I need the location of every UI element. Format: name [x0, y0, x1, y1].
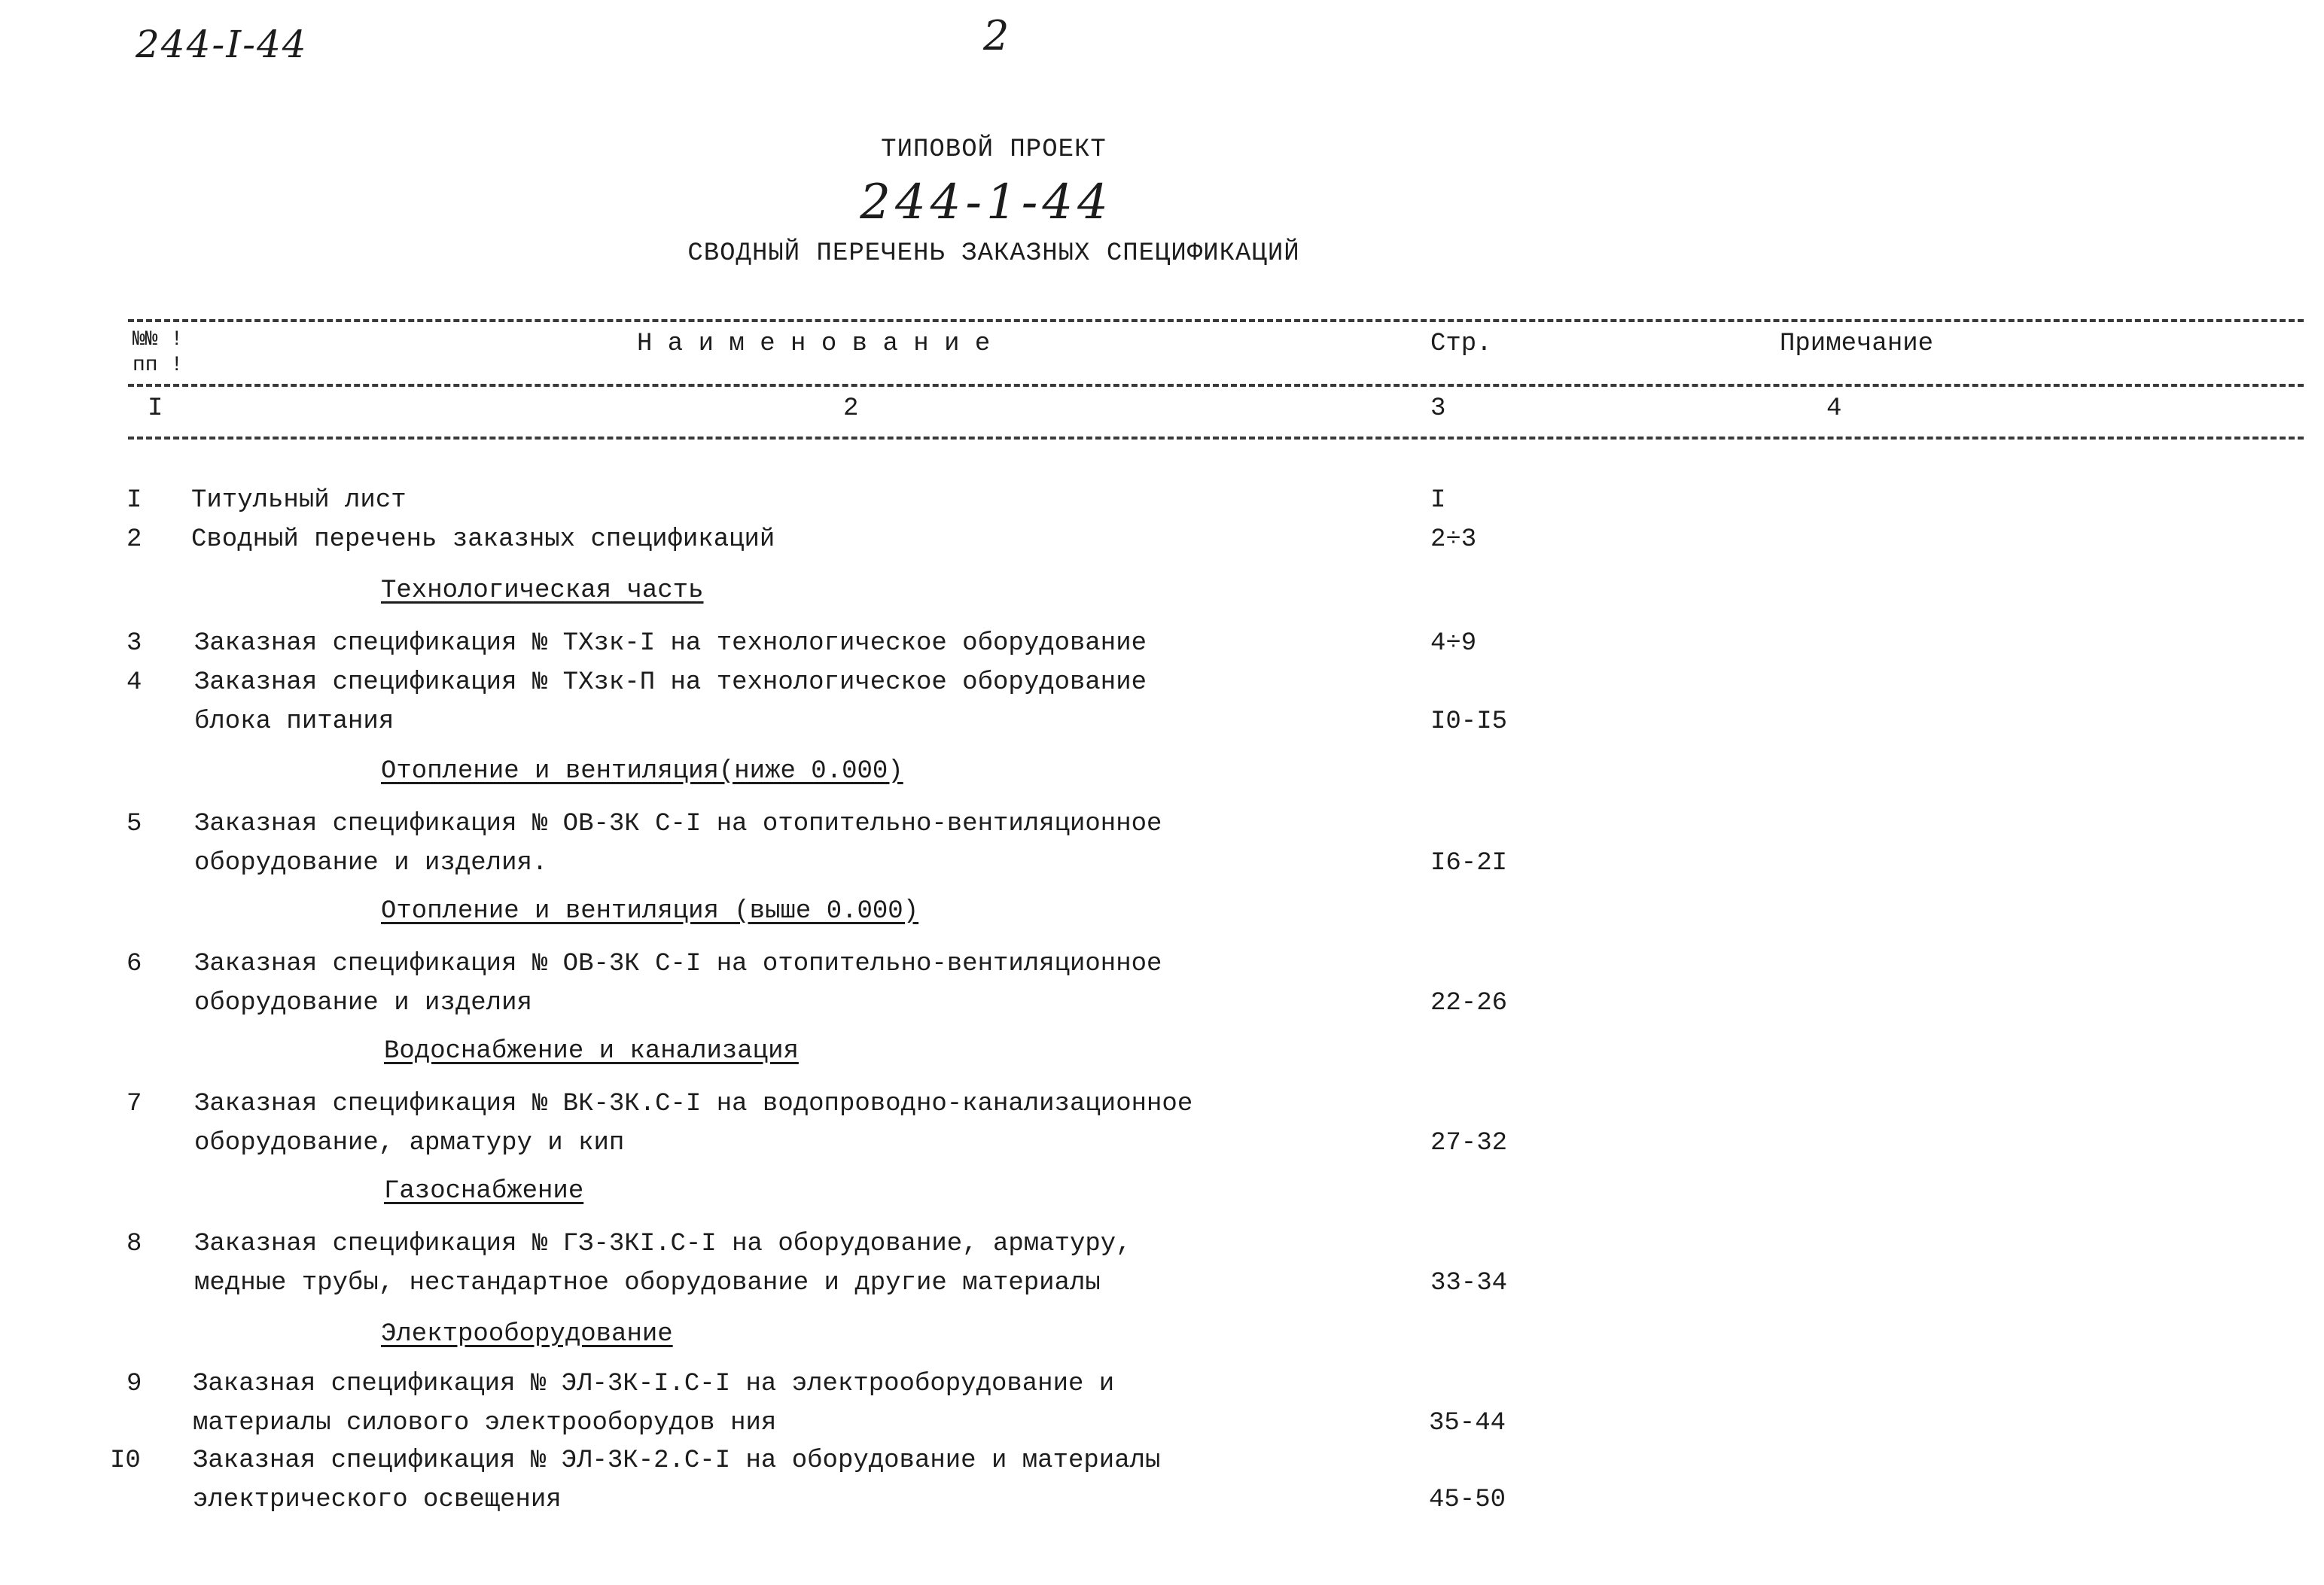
row-name-line: Заказная спецификация № ЭЛ-3К-I.С-I на электрооборудование и: [193, 1370, 1115, 1398]
header-num-top: №№ !: [132, 328, 184, 351]
header-page: Стр.: [1430, 330, 1492, 358]
row-page: 2÷3: [1430, 525, 1477, 554]
section-heading: Отопление и вентиляция(ниже 0.000): [381, 757, 903, 786]
section-heading: Водоснабжение и канализация: [384, 1037, 799, 1066]
row-page: 35-44: [1429, 1409, 1506, 1437]
row-page: 27-32: [1430, 1129, 1508, 1158]
row-name-line: Сводный перечень заказных спецификаций: [191, 525, 775, 554]
header-col-4: 4: [1826, 394, 1842, 423]
row-num: 7: [126, 1090, 142, 1118]
row-name-line: Заказная спецификация № ТХзк-I на технологическое оборудование: [194, 629, 1147, 658]
row-page: I0-I5: [1430, 707, 1508, 736]
section-heading: Электрооборудование: [381, 1320, 673, 1349]
row-num: I: [126, 486, 142, 515]
project-number: 244-1-44: [860, 175, 1113, 230]
header-col-3: 3: [1430, 394, 1446, 423]
row-num: 5: [126, 810, 142, 838]
row-num: 4: [126, 668, 142, 697]
row-name-line: медные трубы, нестандартное оборудование и другие материалы: [194, 1269, 1101, 1298]
row-num: 9: [126, 1370, 142, 1398]
header-num-bottom: пп !: [132, 354, 184, 377]
row-name-line: Заказная спецификация № ЭЛ-3К-2.С-I на оборудование и материалы: [193, 1447, 1161, 1475]
row-num: 8: [126, 1230, 142, 1258]
row-name-line: электрического освещения: [193, 1486, 562, 1514]
page-title: СВОДНЫЙ ПЕРЕЧЕНЬ ЗАКАЗНЫХ СПЕЦИФИКАЦИЙ: [687, 239, 1300, 268]
row-page: 22-26: [1430, 989, 1508, 1018]
row-name-line: Заказная спецификация № ОВ-3К С-I на отопительно-вентиляционное: [194, 810, 1162, 838]
row-name-line: оборудование и изделия: [194, 989, 532, 1018]
row-num: 3: [126, 629, 142, 658]
row-name-line: оборудование и изделия.: [194, 849, 548, 878]
row-name-line: Заказная спецификация № ГЗ-3КI.С-I на оборудование, арматуру,: [194, 1230, 1132, 1258]
header-name: Н а и м е н о в а н и е: [637, 330, 991, 358]
section-heading: Отопление и вентиляция (выше 0.000): [381, 897, 919, 926]
row-name-line: Титульный лист: [191, 486, 407, 515]
row-page: I: [1430, 486, 1446, 515]
row-page: I6-2I: [1430, 849, 1508, 878]
row-num: 6: [126, 950, 142, 978]
row-page: 4÷9: [1430, 629, 1477, 658]
header-col-1: I: [148, 394, 163, 423]
row-page: 45-50: [1429, 1486, 1506, 1514]
header-rule-bottom: [128, 437, 2304, 440]
row-name-line: блока питания: [194, 707, 394, 736]
section-heading: Газоснабжение: [384, 1177, 584, 1206]
row-num: I0: [110, 1447, 141, 1475]
row-num: 2: [126, 525, 142, 554]
row-name-line: Заказная спецификация № ВК-3К.С-I на водопроводно-канализационное: [194, 1090, 1193, 1118]
row-name-line: оборудование, арматуру и кип: [194, 1129, 625, 1158]
row-name-line: Заказная спецификация № ТХзк-П на технологическое оборудование: [194, 668, 1147, 697]
header-col-2: 2: [843, 394, 859, 423]
page-number: 2: [983, 12, 1010, 59]
header-rule-middle: [128, 384, 2304, 387]
project-type: ТИПОВОЙ ПРОЕКТ: [881, 135, 1107, 164]
section-heading: Технологическая часть: [381, 577, 704, 605]
row-name-line: материалы силового электрооборудов ния: [193, 1409, 777, 1437]
header-note: Примечание: [1780, 330, 1934, 358]
row-name-line: Заказная спецификация № ОВ-3К С-I на отопительно-вентиляционное: [194, 950, 1162, 978]
document-stamp: 244-I-44: [136, 23, 308, 66]
header-rule-top: [128, 319, 2304, 322]
row-page: 33-34: [1430, 1269, 1508, 1298]
